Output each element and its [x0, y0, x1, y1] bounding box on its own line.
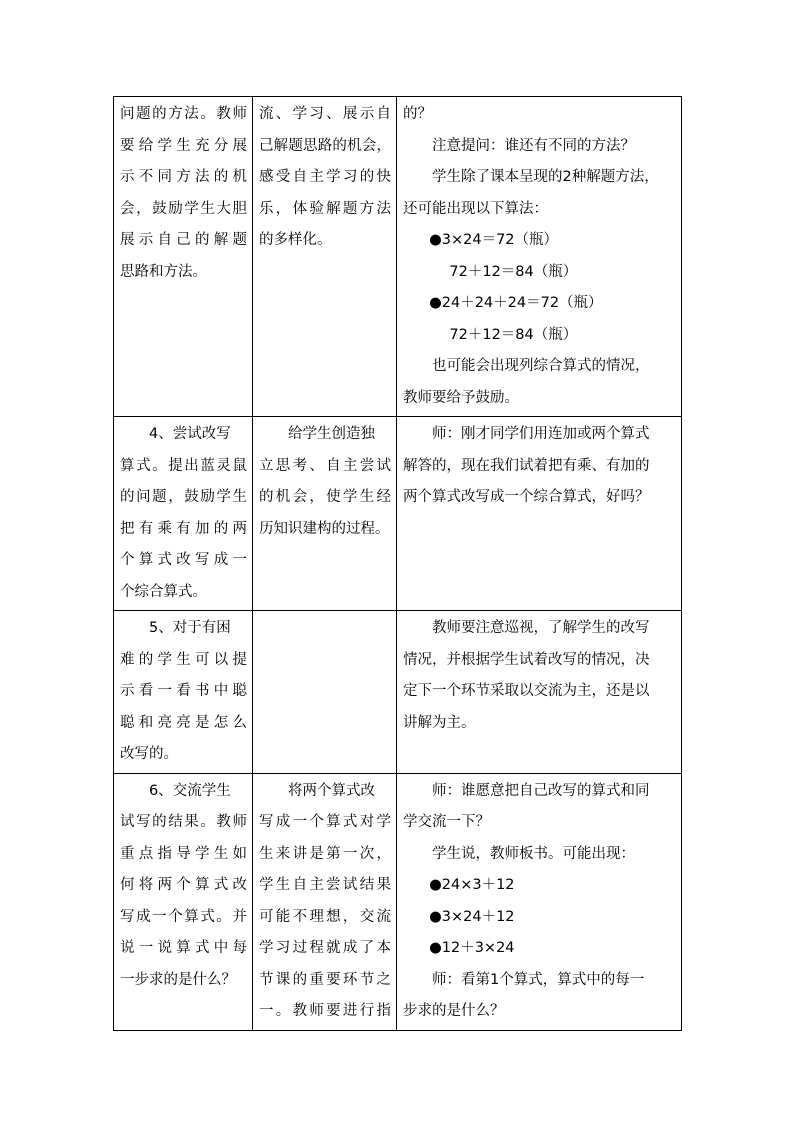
- purpose-cell: [253, 97, 397, 417]
- cell-line: 改写的。: [120, 746, 178, 762]
- cell-line: 步求的是什么？: [403, 1003, 505, 1019]
- table-row: [114, 611, 682, 774]
- cell-line: 思路和方法。: [120, 263, 207, 280]
- cell-line: 示不同方法的机: [120, 169, 247, 185]
- cell-line: 教师要注意巡视，了解学生的改写: [432, 620, 650, 636]
- cell-line: 情况，并根据学生试着改写的情况，决: [403, 651, 650, 668]
- cell-line: 师：谁愿意把自己改写的算式和同: [432, 782, 650, 799]
- cell-line: 历知识建构的过程。: [259, 520, 390, 537]
- cell-line: 6、交流学生: [149, 782, 231, 799]
- cell-line: 说一说算式中每: [120, 940, 247, 956]
- cell-line: 解答的，现在我们试着把有乘、有加的: [403, 457, 650, 474]
- cell-line: 难的学生可以提: [120, 651, 247, 668]
- teaching-process-cell: [397, 611, 682, 774]
- cell-line: 算式。提出蓝灵鼠: [120, 457, 247, 474]
- cell-line: 的机会，使学生经: [259, 489, 391, 505]
- cell-line: 把有乘有加的两: [120, 520, 247, 537]
- cell-line: 将两个算式改: [288, 782, 375, 799]
- formula-line: ●3×24＝72（瓶）: [429, 232, 559, 248]
- cell-line: 试写的结果。教师: [120, 814, 247, 830]
- formula-line: ●24＋24＋24＝72（瓶）: [429, 295, 603, 311]
- cell-line: 5、对于有困: [149, 620, 231, 636]
- cell-line: 乐，体验解题方法: [259, 200, 391, 217]
- cell-line: 己解题思路的机会，: [259, 137, 391, 154]
- cell-line: 讲解为主。: [403, 714, 476, 731]
- cell-line: 师：刚才同学们用连加或两个算式: [432, 426, 650, 442]
- formula-line: 72＋12＝84（瓶）: [449, 326, 578, 343]
- cell-line: 一。教师要进行指: [259, 1003, 391, 1019]
- cell-line: 节课的重要环节之: [259, 971, 391, 988]
- cell-line: 给学生创造独: [288, 426, 375, 442]
- design-intent-cell: [114, 97, 253, 417]
- cell-line: 一步求的是什么？: [120, 971, 236, 988]
- cell-line: 流、学习、展示自: [259, 106, 391, 122]
- cell-line: 个算式改写成一: [120, 552, 247, 568]
- design-intent-cell: [114, 611, 253, 774]
- cell-line: 的？: [403, 106, 432, 122]
- cell-line: 写成一个算式对学: [259, 814, 391, 830]
- cell-line: 何将两个算式改: [120, 877, 247, 893]
- purpose-cell: [253, 611, 397, 774]
- cell-line: 的问题，鼓励学生: [120, 489, 247, 505]
- formula-line: ●24×3＋12: [429, 877, 515, 893]
- teaching-process-cell: [397, 773, 682, 1030]
- table-row: [114, 773, 682, 1030]
- cell-line: 的多样化。: [259, 232, 332, 248]
- cell-line: 教师要给予鼓励。: [403, 389, 519, 406]
- cell-line: 会，鼓励学生大胆: [120, 200, 247, 217]
- cell-line: 定下一个环节采取以交流为主，还是以: [403, 683, 650, 699]
- cell-line: 要给学生充分展: [120, 137, 247, 154]
- design-intent-cell: [114, 417, 253, 611]
- table-row: [114, 97, 682, 417]
- cell-line: 个综合算式。: [120, 583, 207, 600]
- cell-line: 立思考、自主尝试: [259, 457, 391, 474]
- cell-line: 也可能会出现列综合算式的情况，: [432, 358, 650, 374]
- cell-line: 学生自主尝试结果: [259, 877, 391, 893]
- lesson-plan-table: [113, 96, 682, 1031]
- cell-line: 两个算式改写成一个综合算式，好吗？: [403, 489, 650, 505]
- purpose-cell: [253, 773, 397, 1030]
- cell-line: 聪和亮亮是怎么: [120, 714, 247, 731]
- teaching-process-cell: [397, 417, 682, 611]
- teaching-process-cell: [397, 97, 682, 417]
- cell-line: 感受自主学习的快: [259, 169, 391, 185]
- cell-line: 展示自己的解题: [120, 232, 247, 248]
- purpose-cell: [253, 417, 397, 611]
- cell-line: 写成一个算式。并: [120, 908, 247, 925]
- design-intent-cell: [114, 773, 253, 1030]
- cell-line: 学交流一下？: [403, 814, 490, 830]
- cell-line: 学生除了课本呈现的2种解题方法，: [432, 169, 659, 185]
- cell-line: 问题的方法。教师: [120, 106, 247, 122]
- cell-line: 还可能出现以下算法：: [403, 200, 548, 217]
- cell-line: 4、尝试改写: [149, 426, 231, 442]
- cell-line: 示看一看书中聪: [120, 683, 247, 699]
- cell-line: 学习过程就成了本: [259, 940, 391, 956]
- cell-line: 学生说，教师板书。可能出现：: [432, 845, 635, 862]
- cell-line: 可能不理想，交流: [259, 908, 391, 925]
- formula-line: ●3×24＋12: [429, 908, 515, 925]
- formula-line: 72＋12＝84（瓶）: [449, 263, 578, 280]
- cell-line: 生来讲是第一次，: [259, 845, 391, 862]
- formula-line: ●12＋3×24: [429, 940, 515, 956]
- cell-line: 重点指导学生如: [120, 845, 247, 862]
- cell-line: 注意提问：谁还有不同的方法？: [432, 137, 635, 154]
- cell-line: 师：看第1个算式，算式中的每一: [432, 971, 645, 988]
- table-row: [114, 417, 682, 611]
